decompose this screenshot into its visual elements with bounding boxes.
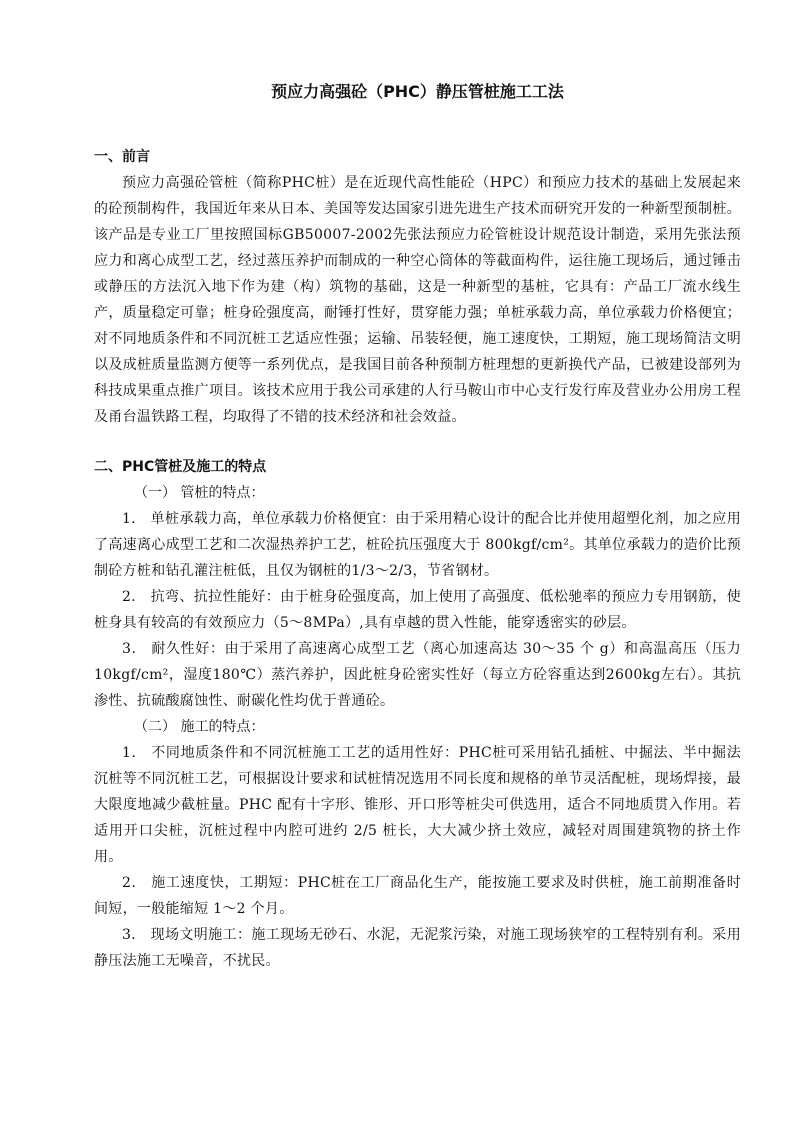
construction-feature-item: 1． 不同地质条件和不同沉桩施工工艺的适用性好：PHC桩可采用钻孔插桩、中掘法、半中掘法沉桩等不同沉桩工艺，可根据设计要求和试桩情况选用不同长度和规格的单节灵活配桩，现场焊接，最大限度地减少截桩量。PHC 配有十字形、锥形、开口形等桩尖可供选用，适合不同地质贯入作用。若适用开口尖桩，沉桩过程中内腔可进约 2/5 桩长，大大减少挤土效应，减轻对周围建筑物的挤土作用。 [94,745,741,865]
construction-feature-item: 3． 现场文明施工：施工现场无砂石、水泥，无泥浆污染，对施工现场狭窄的工程特别有利。采用静压法施工无噪音，不扰民。 [94,927,741,969]
pile-feature-item: 1． 单桩承载力高，单位承载力价格便宜：由于采用精心设计的配合比并使用超塑化剂，加之应用了高速离心成型工艺和二次湿热养护工艺，桩砼抗压强度大于 800kgf/cm²。其单位承载力的造价比预制砼方桩和钻孔灌注桩低，且仅为钢桩的1/3～2/3，节省钢材。 [94,511,741,579]
subheading-construction-features: （二） 施工的特点： [134,719,265,735]
preface-paragraph: 预应力高强砼管桩（简称PHC桩）是在近现代高性能砼（HPC）和预应力技术的基础上发展起来的砼预制构件，我国近年来从日本、美国等发达国家引进先进生产技术而研究开发的一种新型预制桩。该产品是专业工厂里按照国标GB50007-2002先张法预应力砼管桩设计规范设计制造，采用先张法预应力和离心成型工艺，经过蒸压养护而制成的一种空心筒体的等截面构件，运往施工现场后，通过锤击或静压的方法沉入地下作为建（构）筑物的基础，这是一种新型的基桩，它具有：产品工厂流水线生产，质量稳定可靠；桩身砼强度高，耐锤打性好，贯穿能力强；单桩承载力高，单位承载力价格便宜；对不同地质条件和不同沉桩工艺适应性强；运输、吊装轻便，施工速度快，工期短，施工现场简洁文明以及成桩质量监测方便等一系列优点，是我国目前各种预制方桩理想的更新换代产品，已被建设部列为科技成果重点推广项目。该技术应用于我公司承建的人行马鞍山市中心支行发行库及营业办公用房工程及甬台温铁路工程，均取得了不错的技术经济和社会效益。 [94,175,741,425]
document-title: 预应力高强砼（PHC）静压管桩施工工法 [271,82,564,101]
pile-feature-item: 3． 耐久性好：由于采用了高速离心成型工艺（离心加速高达 30～35 个 g）和高温高压（压力10kgf/cm²，湿度180℃）蒸汽养护，因此桩身砼密实性好（每立方砼容重达到2600kg左右）。其抗渗性、抗硫酸腐蚀性、耐碳化性均优于普通砼。 [94,641,741,709]
subheading-pile-features: （一） 管桩的特点： [134,485,265,501]
document-page [94,80,741,974]
pile-feature-item: 2． 抗弯、抗拉性能好：由于桩身砼强度高，加上使用了高强度、低松驰率的预应力专用钢筋，使桩身具有较高的有效预应力（5～8MPa）,具有卓越的贯入性能，能穿透密实的砂层。 [94,589,741,631]
section-heading-preface: 一、前言 [94,149,150,165]
construction-feature-item: 2． 施工速度快，工期短：PHC桩在工厂商品化生产，能按施工要求及时供桩，施工前期准备时间短，一般能缩短 1～2 个月。 [94,875,741,917]
section-heading-features: 二、PHC管桩及施工的特点 [94,459,267,475]
